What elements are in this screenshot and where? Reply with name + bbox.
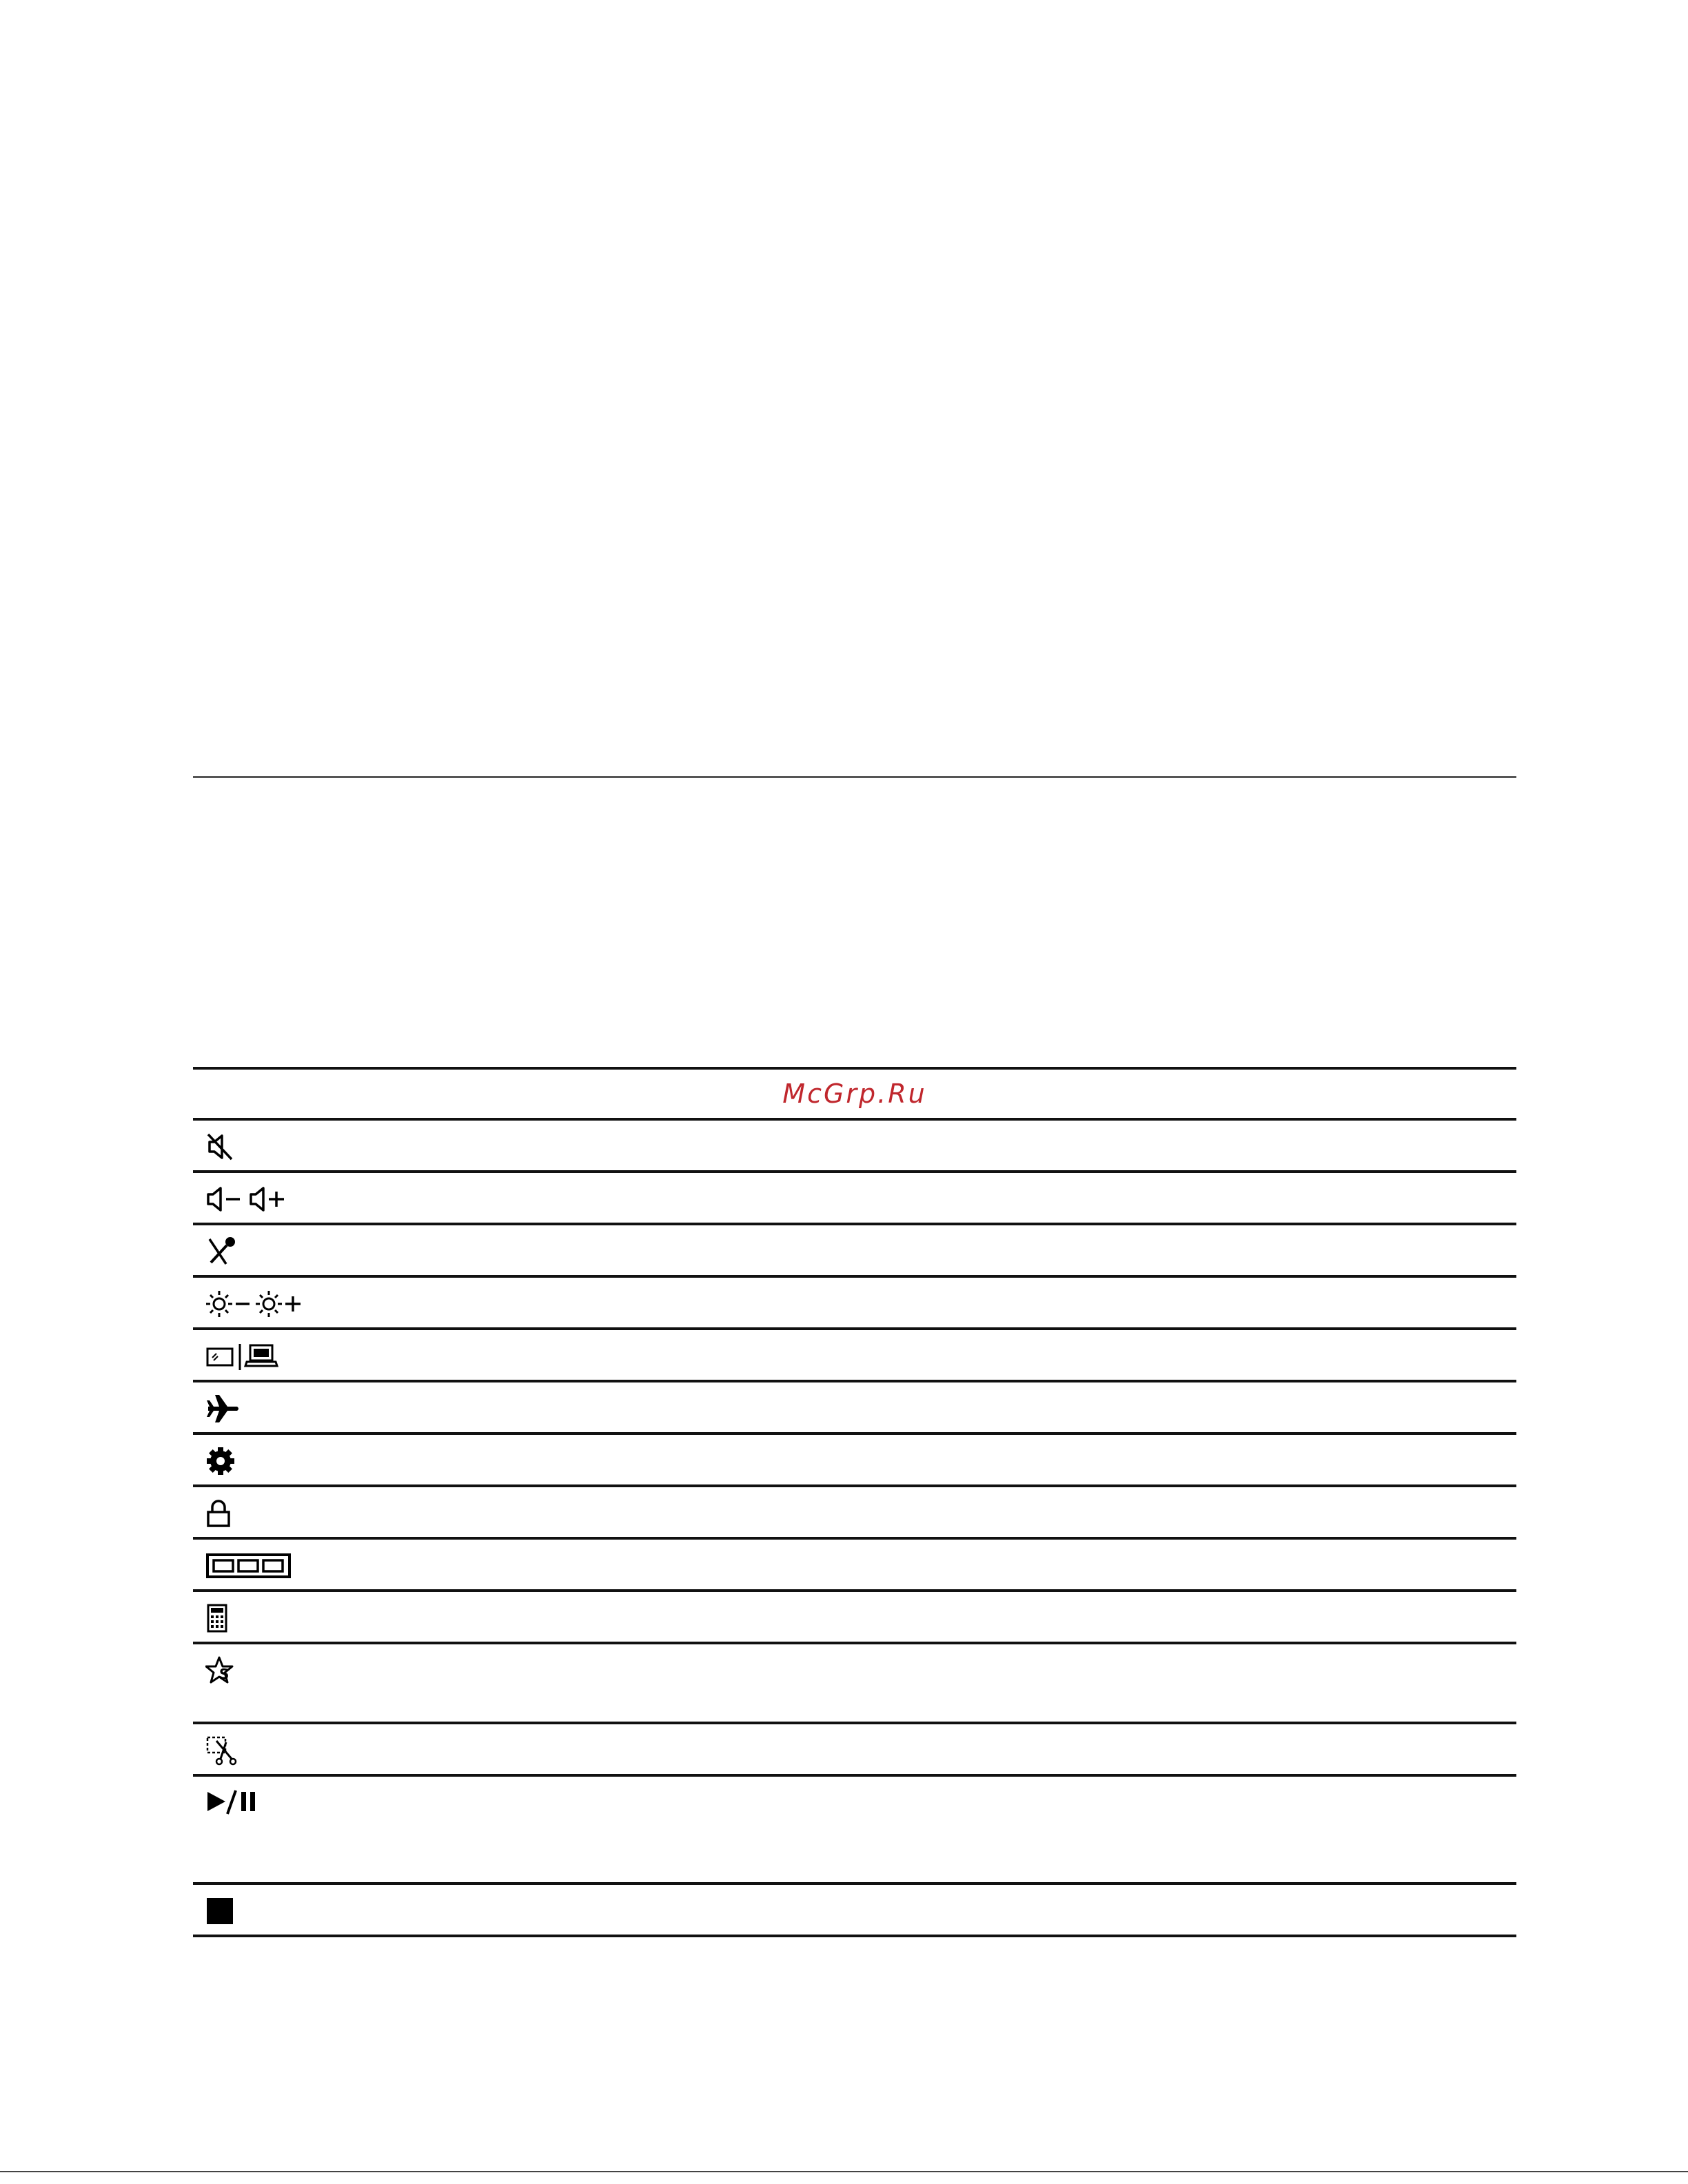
watermark-text: McGrp.Ru bbox=[782, 1079, 927, 1109]
table-row bbox=[193, 1173, 1516, 1225]
table-header-row bbox=[193, 1070, 1516, 1121]
settings-gear-icon bbox=[205, 1445, 236, 1478]
lock-icon bbox=[205, 1497, 233, 1530]
table-row bbox=[193, 1644, 1516, 1724]
stop-icon bbox=[205, 1895, 236, 1928]
brightness-down-up-icon bbox=[205, 1287, 306, 1320]
table-row bbox=[193, 1487, 1516, 1540]
table-row bbox=[193, 1121, 1516, 1173]
table-row bbox=[193, 1330, 1516, 1382]
table-row bbox=[193, 1724, 1516, 1777]
calculator-icon bbox=[205, 1602, 230, 1635]
table-row bbox=[193, 1540, 1516, 1592]
table-row bbox=[193, 1382, 1516, 1435]
multitasking-windows-icon bbox=[205, 1549, 292, 1582]
airplane-mode-icon bbox=[205, 1392, 240, 1425]
table-row bbox=[193, 1592, 1516, 1644]
section-divider bbox=[193, 776, 1516, 778]
volume-down-up-icon bbox=[205, 1183, 296, 1216]
table-row bbox=[193, 1885, 1516, 1937]
speaker-mute-icon bbox=[205, 1130, 236, 1163]
footer-divider bbox=[0, 2171, 1688, 2172]
play-pause-icon bbox=[205, 1786, 263, 1819]
svg-text:S: S bbox=[219, 1666, 230, 1682]
snipping-tool-icon bbox=[205, 1734, 238, 1767]
function-key-table bbox=[193, 1067, 1516, 1937]
table-row bbox=[193, 1435, 1516, 1487]
favorite-star-icon bbox=[205, 1654, 240, 1687]
table-row bbox=[193, 1777, 1516, 1885]
table-row bbox=[193, 1225, 1516, 1278]
table-row bbox=[193, 1278, 1516, 1330]
microphone-mute-icon bbox=[205, 1235, 238, 1268]
display-switch-icon bbox=[205, 1340, 281, 1373]
